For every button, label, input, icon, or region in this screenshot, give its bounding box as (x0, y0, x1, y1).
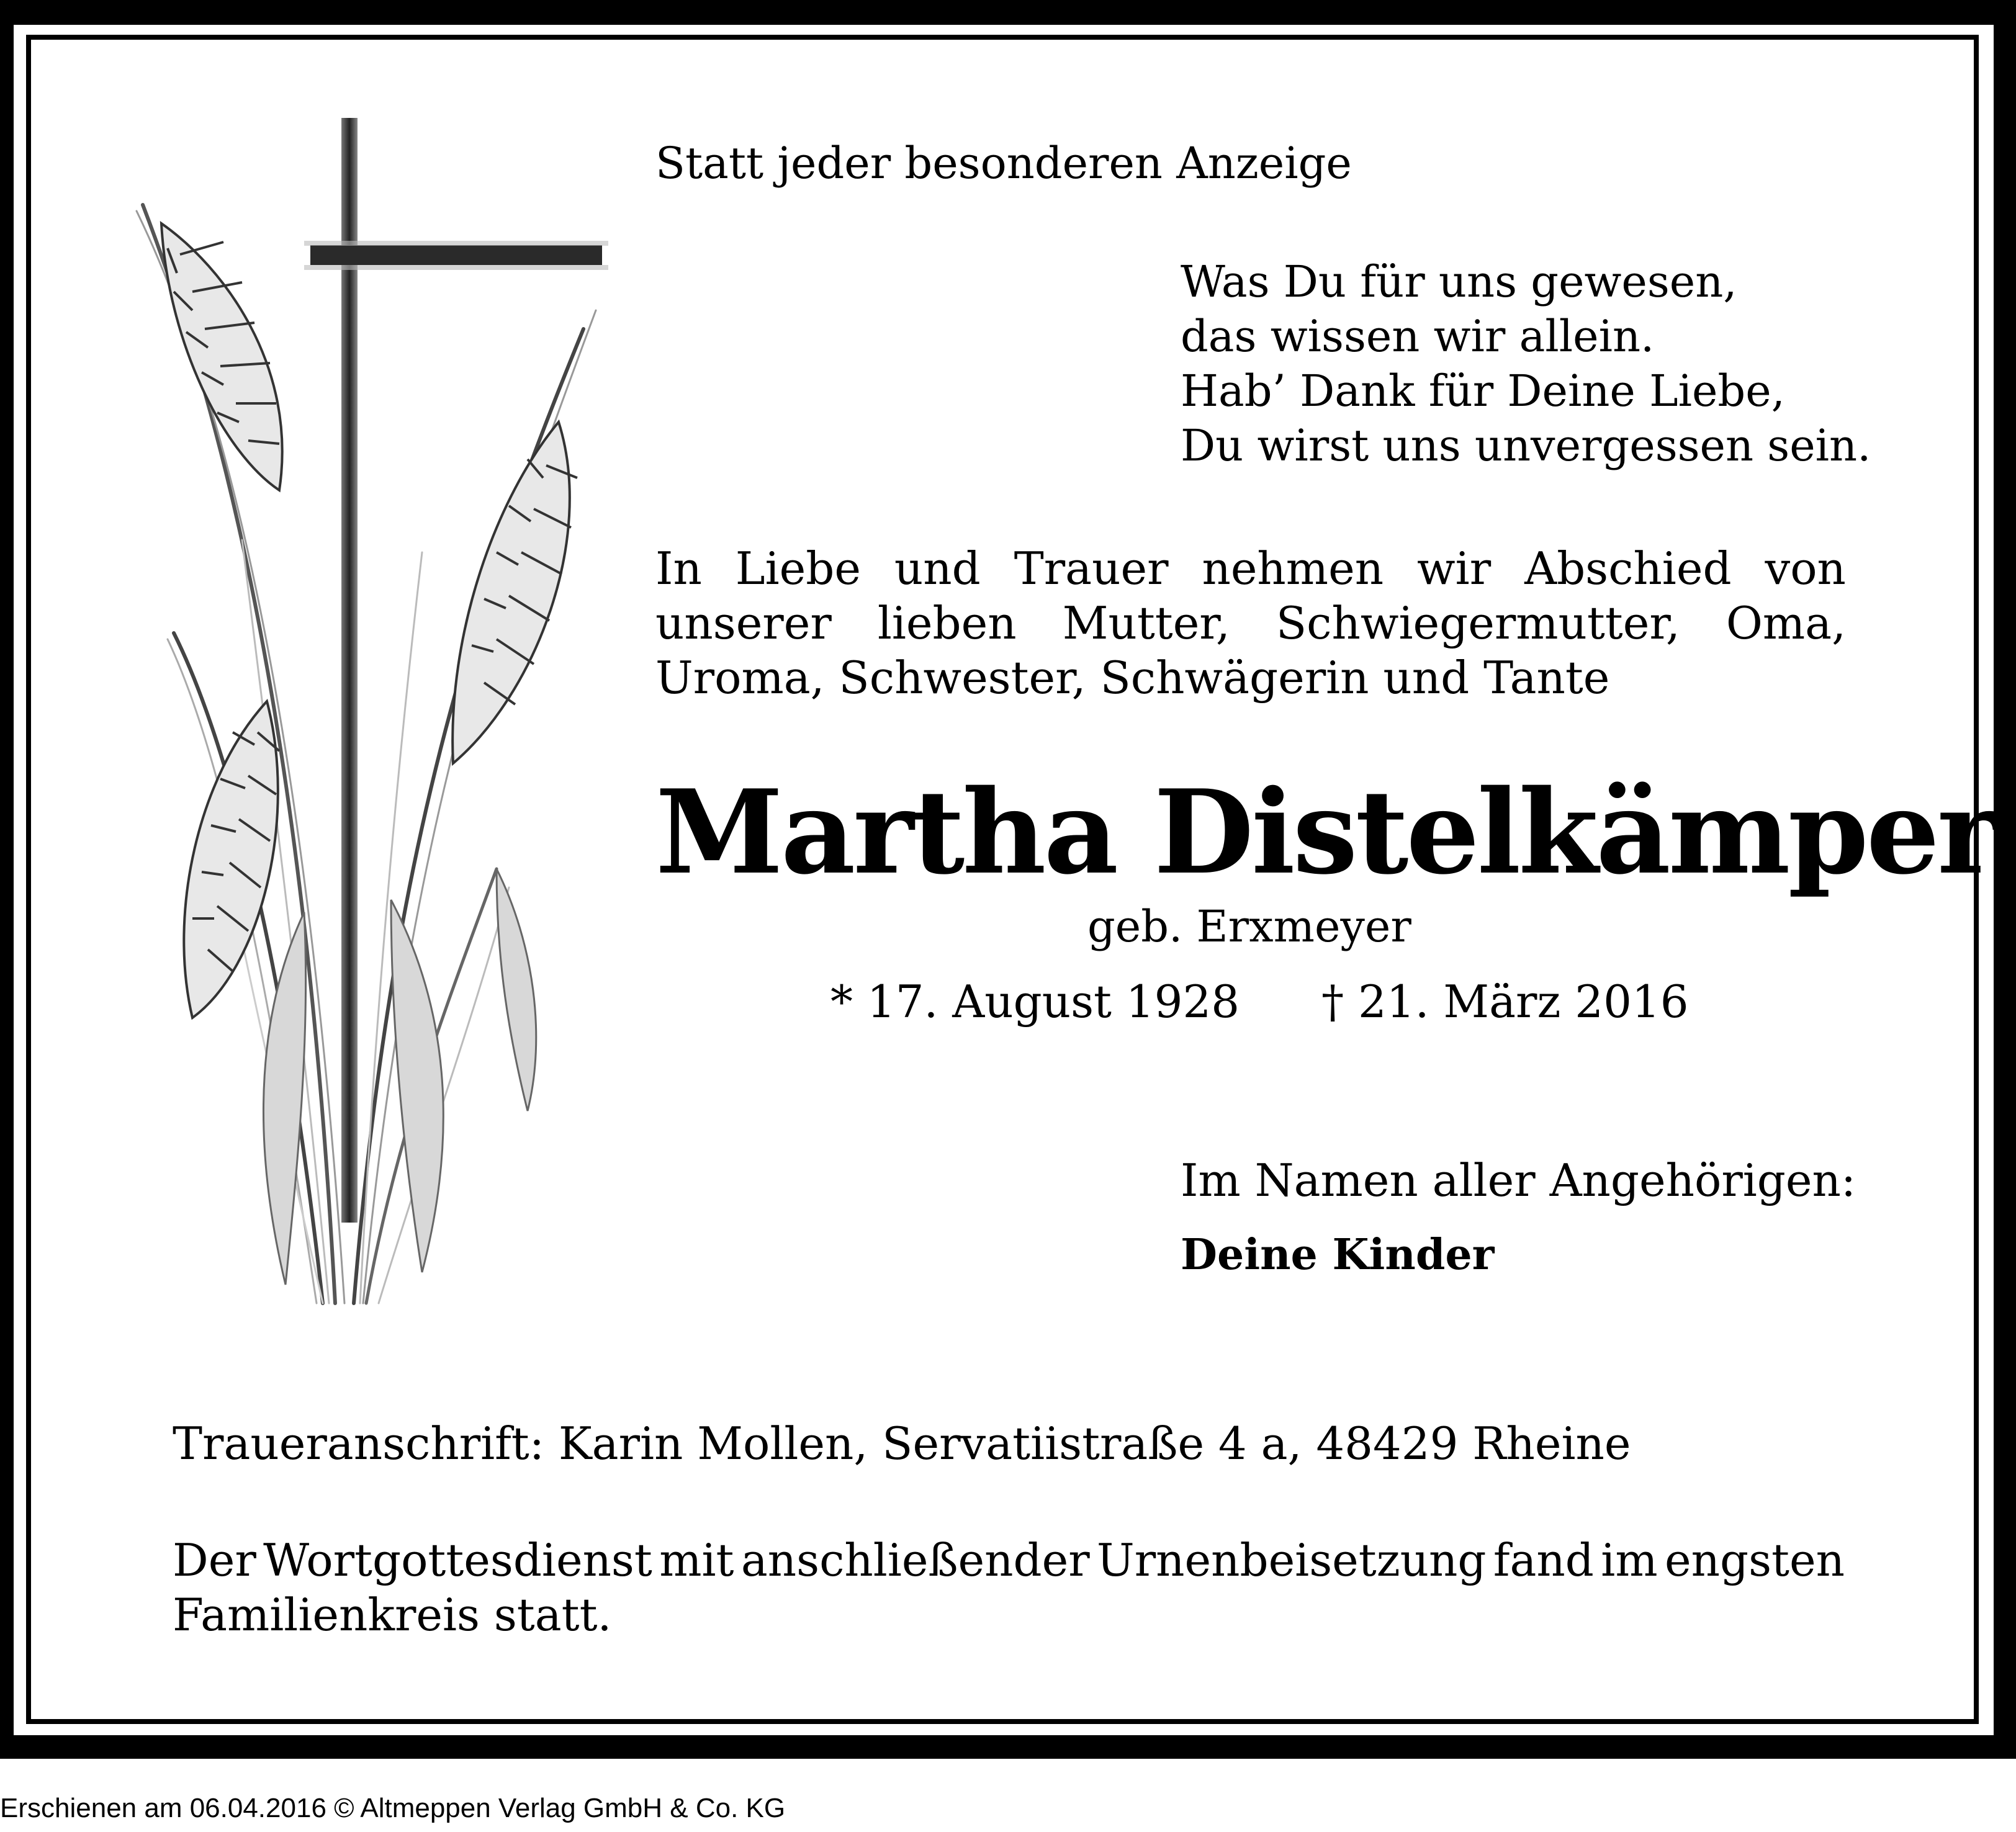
word: Liebe (735, 542, 861, 595)
word: Oma, (1726, 597, 1846, 649)
memorial-poem (1181, 254, 1871, 473)
word: Schwiegermutter, (1276, 597, 1680, 649)
word: anschließender (740, 1534, 1090, 1586)
poem-line: das wissen wir allein. (1181, 311, 1655, 362)
word: und (894, 542, 981, 595)
birth-date: * 17. August 1928 (830, 976, 1240, 1028)
service-paragraph (173, 1533, 1845, 1642)
farewell-paragraph (655, 541, 1846, 705)
cross-with-wheat-icon (99, 106, 621, 1316)
poem-line: Du wirst uns unvergessen sein. (1181, 420, 1871, 471)
mourning-address: Traueranschrift: Karin Mollen, Servatiistraße 4 a, 48429 Rheine (173, 1417, 1631, 1470)
word: Abschied (1524, 542, 1732, 595)
deceased-name: Martha Distelkämper (655, 764, 1996, 900)
service-line-1 (173, 1533, 1845, 1587)
signature: Deine Kinder (1181, 1230, 1495, 1280)
farewell-line-3: Uroma, Schwester, Schwägerin und Tante (655, 652, 1610, 704)
word: engsten (1665, 1534, 1845, 1586)
word: wir (1417, 542, 1492, 595)
publication-footer: Erschienen am 06.04.2016 © Altmeppen Verlag GmbH & Co. KG (0, 1793, 786, 1823)
word: lieben (877, 597, 1017, 649)
word: In (655, 542, 702, 595)
farewell-line-2 (655, 596, 1846, 650)
maiden-name: geb. Erxmeyer (1087, 901, 1411, 952)
word: von (1765, 542, 1846, 595)
word: Trauer (1014, 542, 1169, 595)
word: fand (1493, 1534, 1594, 1586)
service-line-2: Familienkreis statt. (173, 1589, 612, 1641)
word: nehmen (1202, 542, 1384, 595)
word: im (1601, 1534, 1658, 1586)
word: Wortgottesdienst (263, 1534, 652, 1586)
word: mit (659, 1534, 734, 1586)
word: Urnenbeisetzung (1097, 1534, 1487, 1586)
death-date: † 21. März 2016 (1321, 976, 1689, 1028)
poem-line: Was Du für uns gewesen, (1181, 256, 1737, 307)
farewell-line-1 (655, 541, 1846, 596)
on-behalf-line: Im Namen aller Angehörigen: (1181, 1154, 1856, 1206)
word: unserer (655, 597, 832, 649)
word: Mutter, (1062, 597, 1230, 649)
notice-header: Statt jeder besonderen Anzeige (655, 138, 1352, 189)
poem-line: Hab’ Dank für Deine Liebe, (1181, 366, 1785, 416)
life-dates (830, 976, 1689, 1028)
word: Der (173, 1534, 256, 1586)
